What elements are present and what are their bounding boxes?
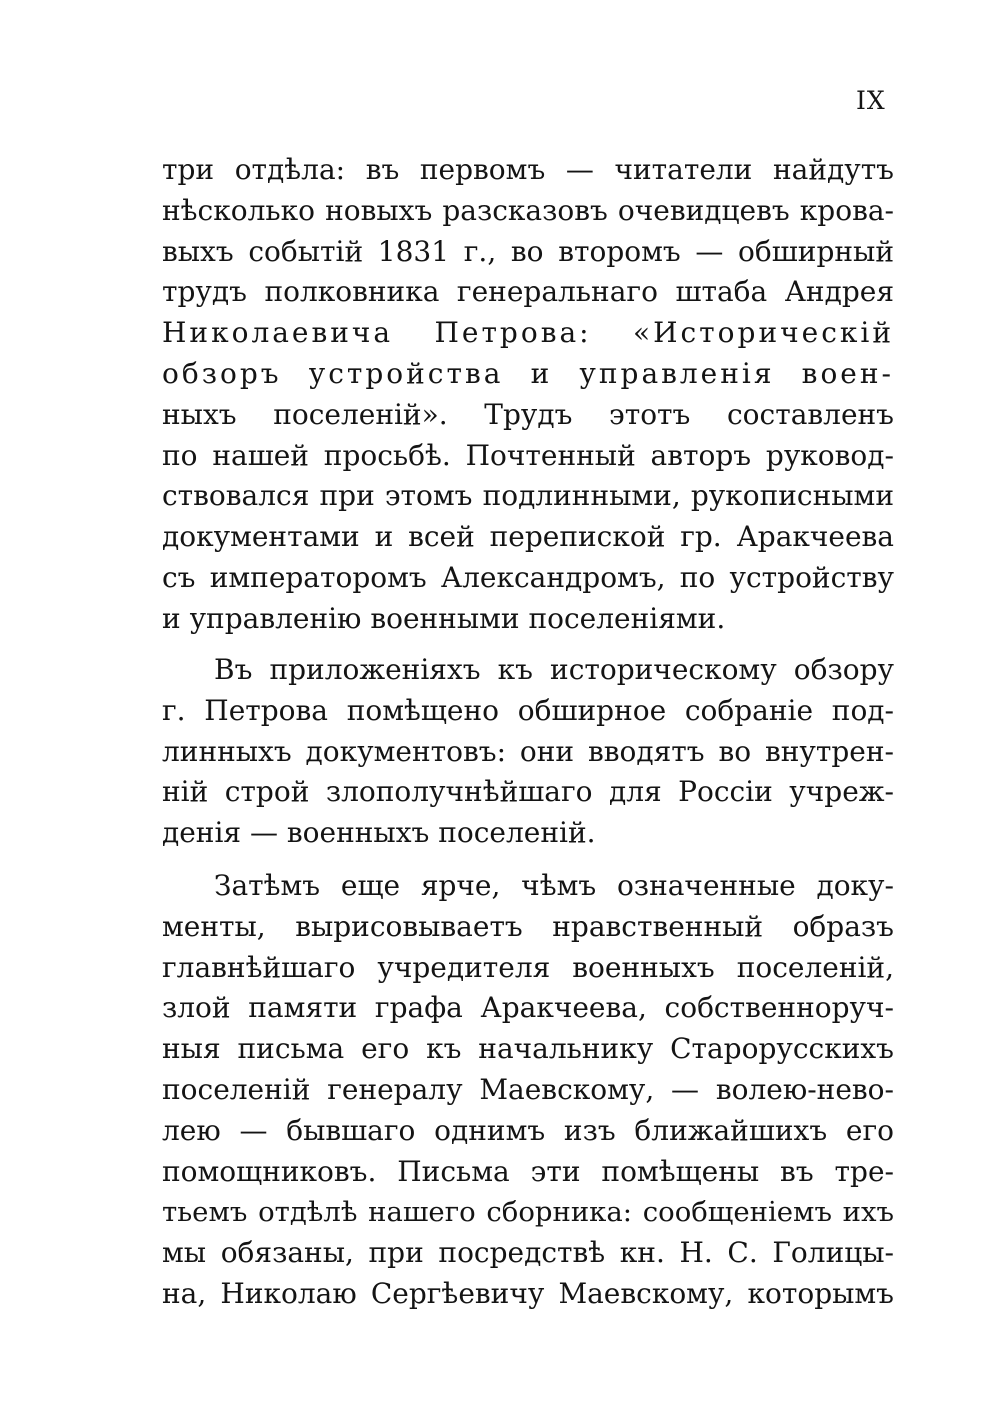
page-number: IX (856, 86, 886, 115)
text-line: по нашей просьбѣ. Почтенный авторъ руковод- (162, 438, 894, 472)
text-line: ныя письма его къ начальнику Старорусскихъ (162, 1032, 894, 1066)
text-line: г. Петрова помѣщено обширное собраніе под- (162, 693, 894, 727)
text-line: Затѣмъ еще ярче, чѣмъ означенные доку- (214, 869, 894, 902)
paragraph-2 (162, 650, 894, 854)
text-line: обзоръ устройства и управленія воен- (162, 356, 894, 390)
text-line: тьемъ отдѣлѣ нашего сборника: сообщеніемъ ихъ (162, 1196, 894, 1229)
text-line: ныхъ поселеній». Трудъ этотъ составленъ (162, 397, 894, 431)
text-line: Николаевича Петрова: «Историческій (162, 316, 894, 350)
text-line: ствовался при этомъ подлинными, рукописными (162, 479, 894, 513)
text-line: документами и всей перепиской гр. Аракчеева (162, 520, 894, 554)
text-line: Въ приложеніяхъ къ историческому обзору (214, 653, 894, 686)
text-line: и управленію военными поселеніями. (162, 601, 726, 635)
paragraph-1 (162, 150, 894, 640)
paragraph-3 (162, 866, 894, 1315)
text-line: выхъ событій 1831 г., во второмъ — обширный (162, 234, 894, 268)
text-line: линныхъ документовъ: они вводятъ во внутрен- (162, 734, 894, 768)
text-line: съ императоромъ Александромъ, по устройству (162, 560, 894, 594)
text-line: ній строй злополучнѣйшаго для Россіи учреж- (162, 775, 894, 809)
text-line: поселеній генералу Маевскому, — волею-нево- (162, 1072, 894, 1106)
text-line: на, Николаю Сергѣевичу Маевскому, которымъ (162, 1276, 894, 1310)
text-line: менты, вырисовываетъ нравственный образъ (162, 909, 894, 943)
text-line: лею — бывшаго однимъ изъ ближайшихъ его (162, 1113, 894, 1147)
text-line: нѣсколько новыхъ разсказовъ очевидцевъ крова- (162, 193, 894, 227)
text-line: мы обязаны, при посредствѣ кн. Н. С. Голицы- (162, 1236, 894, 1270)
text-line: денія — военныхъ поселеній. (162, 816, 596, 850)
text-line: злой памяти графа Аракчеева, собственноруч- (162, 991, 894, 1025)
text-line: три отдѣла: въ первомъ — читатели найдутъ (162, 153, 894, 186)
text-line: помощниковъ. Письма эти помѣщены въ тре- (162, 1154, 894, 1188)
text-line: главнѣйшаго учредителя военныхъ поселеній, (162, 950, 894, 984)
text-line: трудъ полковника генеральнаго штаба Андрея (162, 275, 894, 309)
